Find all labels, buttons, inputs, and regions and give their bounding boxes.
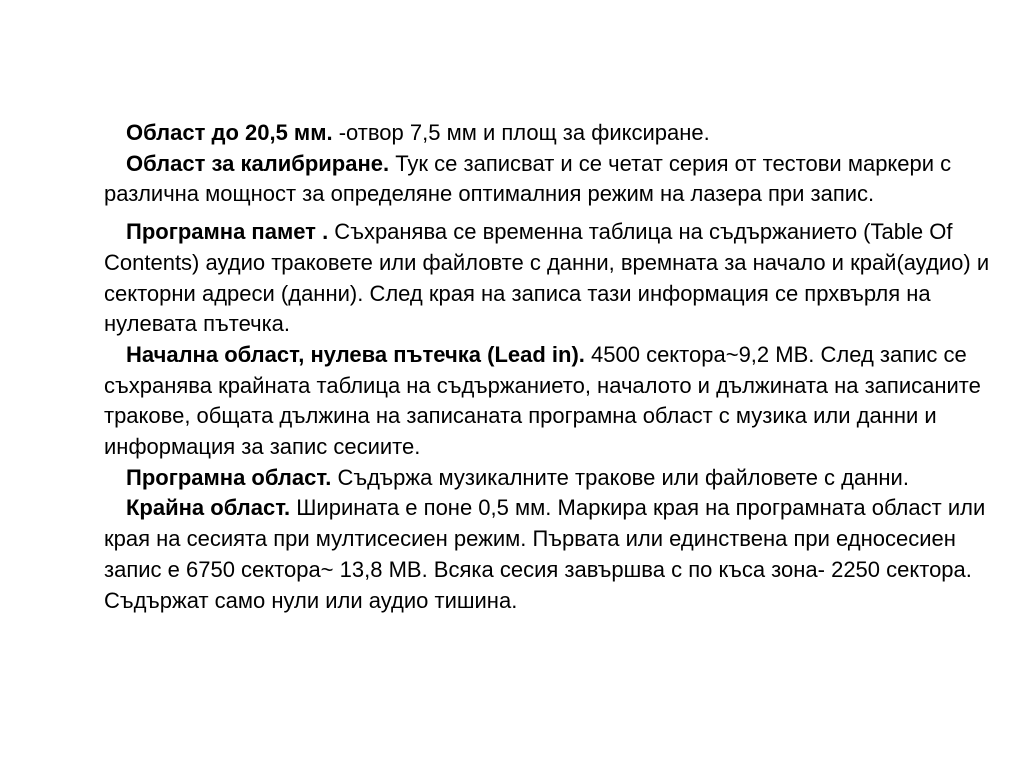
text-calibration-area: Тук се записват и се четат серия от тестови маркери с различна мощност за определяне оптималния режим на лазера при запис.: [104, 150, 952, 207]
paragraph-program-area: [104, 463, 1004, 494]
paragraph-area-20-5: [104, 118, 1004, 149]
term-lead-out: Крайна област.: [126, 495, 291, 521]
text-program-memory: Съхранява се временна таблица на съдържанието (Table Of Contents) аудио траковете или файловте с данни, времната за начало и край(аудио) и секторни адреси (данни). След края на записа тази информация се прхвърля на нулевата пътечка.: [104, 219, 990, 337]
text-lead-out: Ширината е поне 0,5 мм. Маркира края на програмната област или края на сесията при мултисесиен режим. Първата или единствена при едносесиен запис е 6750 сектора~ 13,8 MB. Всяка сесия завършва с по къса зона- 2250 сектора. Съдържат само нули или аудио тишина.: [104, 495, 986, 613]
term-area-20-5: Област до 20,5 мм.: [126, 120, 333, 145]
term-lead-in: Начална област, нулева пътечка (Lead in).: [126, 341, 585, 367]
paragraph-lead-in: [104, 340, 1004, 463]
text-body: [104, 118, 1004, 616]
term-program-area: Програмна област.: [126, 464, 332, 490]
paragraph-lead-out: [104, 493, 1004, 616]
text-lead-in: 4500 сектора~9,2 MB. След запис се съхранява крайната таблица на съдържанието, началото и дължината на записаните тракове, общата дължина на записаната програмна област с музика или данни и информация за запис сесиите.: [104, 341, 981, 460]
term-program-memory: Програмна памет .: [126, 219, 329, 245]
paragraph-calibration-area: [104, 149, 1004, 210]
text-program-area: Съдържа музикалните тракове или файловете с данни.: [331, 464, 909, 490]
text-area-20-5: -отвор 7,5 мм и площ за фиксиране.: [332, 120, 710, 145]
paragraph-program-memory: [104, 217, 1004, 340]
term-calibration-area: Област за калибриране.: [126, 150, 390, 176]
